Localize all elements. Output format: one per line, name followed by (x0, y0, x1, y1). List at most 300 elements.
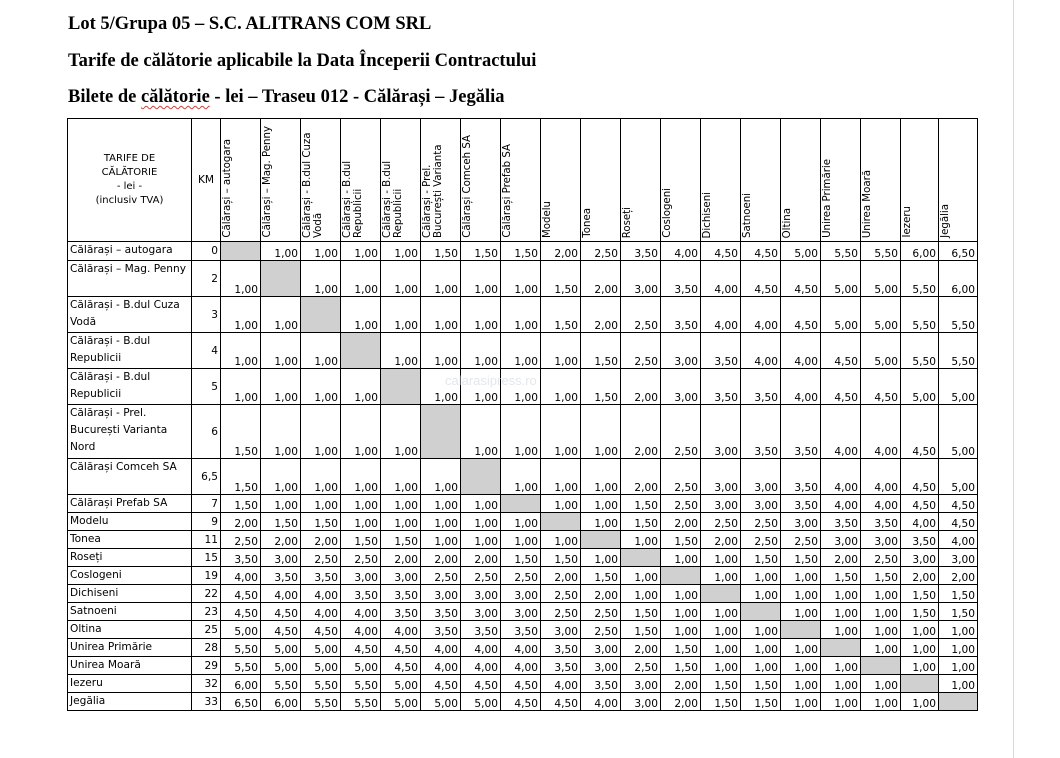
fare-cell: 1,00 (341, 513, 381, 531)
fare-cell: 1,00 (301, 459, 341, 495)
fare-cell: 5,00 (221, 621, 261, 639)
stop-name: Unirea Moară (68, 657, 192, 675)
fare-cell: 5,50 (261, 675, 301, 693)
column-header-label: Iezeru (902, 206, 913, 238)
fare-cell: 4,50 (701, 242, 741, 261)
fare-cell: 1,00 (461, 333, 501, 369)
column-header (821, 119, 861, 242)
table-row (68, 639, 978, 657)
fare-cell: 1,00 (581, 513, 621, 531)
fare-cell: 4,00 (341, 603, 381, 621)
fare-cell: 4,50 (781, 297, 821, 333)
fare-cell: 2,50 (581, 242, 621, 261)
stop-name: Satnoeni (68, 603, 192, 621)
fare-cell: 1,00 (541, 369, 581, 405)
fare-cell: 2,00 (621, 639, 661, 657)
same-stop-cell (861, 657, 901, 675)
fare-cell: 4,50 (541, 693, 581, 711)
fare-cell: 1,00 (261, 242, 301, 261)
fare-cell: 1,50 (501, 549, 541, 567)
fare-cell: 1,00 (461, 297, 501, 333)
fare-cell: 5,00 (341, 657, 381, 675)
fare-cell: 1,50 (661, 657, 701, 675)
fare-cell: 3,00 (581, 657, 621, 675)
column-header-label: Modelu (542, 200, 553, 238)
fare-cell: 1,50 (501, 242, 541, 261)
fare-cell: 3,00 (461, 585, 501, 603)
spellcheck-word[interactable]: călătorie (140, 87, 210, 107)
fare-cell: 1,50 (621, 495, 661, 513)
fare-cell: 2,50 (701, 513, 741, 531)
fare-cell: 2,00 (381, 549, 421, 567)
fare-cell: 4,50 (781, 261, 821, 297)
fare-cell: 2,00 (581, 261, 621, 297)
column-header-label: Jegălia (940, 204, 951, 238)
fare-cell: 1,50 (461, 242, 501, 261)
fare-cell: 1,00 (541, 405, 581, 459)
same-stop-cell (901, 675, 939, 693)
fare-cell: 1,00 (939, 621, 978, 639)
fare-cell: 4,50 (221, 585, 261, 603)
document-heading-route (68, 87, 505, 108)
stop-name: Tonea (68, 531, 192, 549)
fare-cell: 6,00 (939, 261, 978, 297)
same-stop-cell (461, 459, 501, 495)
fare-cell: 1,00 (501, 405, 541, 459)
corner-line: (inclusiv TVA) (95, 195, 164, 206)
fare-cell: 5,00 (261, 639, 301, 657)
fare-cell: 3,00 (621, 261, 661, 297)
stop-name: Călărași Prefab SA (68, 495, 192, 513)
stop-name: Dichiseni (68, 585, 192, 603)
fare-cell: 1,00 (939, 639, 978, 657)
fare-cell: 2,00 (541, 242, 581, 261)
km-value: 33 (192, 693, 221, 711)
fare-cell: 1,00 (341, 297, 381, 333)
fare-cell: 2,50 (861, 549, 901, 567)
fare-cell: 4,00 (741, 333, 781, 369)
fare-cell: 5,00 (939, 405, 978, 459)
fare-cell: 6,00 (261, 693, 301, 711)
fare-cell: 3,00 (421, 585, 461, 603)
fare-cell: 1,50 (701, 675, 741, 693)
column-header (421, 119, 461, 242)
fare-cell: 5,00 (901, 369, 939, 405)
km-value: 5 (192, 369, 221, 405)
same-stop-cell (741, 603, 781, 621)
fare-cell: 1,00 (581, 495, 621, 513)
fare-cell: 1,00 (621, 585, 661, 603)
column-header (581, 119, 621, 242)
fare-cell: 4,00 (581, 693, 621, 711)
fare-cell: 1,50 (341, 531, 381, 549)
fare-cell: 1,00 (861, 693, 901, 711)
fare-cell: 5,50 (221, 639, 261, 657)
fare-cell: 1,00 (701, 549, 741, 567)
document-heading-tariffs: Tarife de călătorie aplicabile la Data Începerii Contractului (68, 51, 537, 71)
fare-cell: 3,00 (501, 603, 541, 621)
fare-cell: 3,00 (661, 369, 701, 405)
table-row (68, 585, 978, 603)
fare-cell: 2,00 (901, 567, 939, 585)
fare-cell: 3,50 (381, 603, 421, 621)
column-header (701, 119, 741, 242)
fare-cell: 1,00 (421, 297, 461, 333)
fare-cell: 1,00 (221, 261, 261, 297)
corner-header (68, 119, 192, 242)
fare-cell: 1,00 (341, 495, 381, 513)
fare-cell: 1,00 (781, 603, 821, 621)
fare-cell: 4,00 (501, 639, 541, 657)
fare-cell: 3,00 (939, 549, 978, 567)
table-row (68, 333, 978, 369)
fare-cell: 5,00 (381, 693, 421, 711)
fare-cell: 1,00 (221, 369, 261, 405)
km-header: KM (192, 119, 221, 242)
fare-cell: 1,00 (501, 531, 541, 549)
column-header (781, 119, 821, 242)
header-row (68, 119, 978, 242)
fare-cell: 4,00 (421, 657, 461, 675)
fare-cell: 3,00 (701, 495, 741, 513)
fare-cell: 3,00 (901, 549, 939, 567)
fare-cell: 3,50 (501, 621, 541, 639)
fare-cell: 5,00 (301, 657, 341, 675)
fare-cell: 1,00 (341, 242, 381, 261)
fare-cell: 6,50 (221, 693, 261, 711)
fare-cell: 2,00 (581, 585, 621, 603)
column-header (901, 119, 939, 242)
stop-name: Călărași – autogara (68, 242, 192, 261)
fare-cell: 2,00 (621, 459, 661, 495)
fare-cell: 1,00 (261, 297, 301, 333)
fare-cell: 3,50 (781, 405, 821, 459)
fare-cell: 5,50 (901, 333, 939, 369)
fare-cell: 1,00 (861, 603, 901, 621)
fare-cell: 5,50 (341, 693, 381, 711)
column-header-label: Călărași – Mag. Penny (262, 126, 273, 238)
fare-cell: 1,00 (421, 333, 461, 369)
fare-cell: 1,00 (939, 657, 978, 675)
fare-cell: 2,00 (581, 297, 621, 333)
fare-cell: 1,00 (221, 297, 261, 333)
column-header (741, 119, 781, 242)
stop-name: Modelu (68, 513, 192, 531)
fare-cell: 2,50 (621, 657, 661, 675)
heading-part: Bilete de (68, 87, 141, 107)
fare-cell: 1,00 (821, 621, 861, 639)
fare-cell: 2,00 (661, 513, 701, 531)
fare-cell: 1,50 (221, 405, 261, 459)
fare-cell: 1,00 (541, 333, 581, 369)
fare-cell: 1,50 (781, 549, 821, 567)
fare-cell: 4,50 (261, 603, 301, 621)
column-header-label: Călărași Prefab SA (502, 144, 513, 238)
table-row (68, 405, 978, 459)
stop-name: Călărași - B.dul Republicii (68, 333, 192, 369)
fare-cell: 1,00 (781, 585, 821, 603)
page-edge (1013, 0, 1014, 758)
fare-cell: 2,00 (939, 567, 978, 585)
fare-cell: 2,00 (821, 549, 861, 567)
fare-cell: 3,00 (861, 531, 901, 549)
fare-cell: 1,00 (341, 459, 381, 495)
fare-table (67, 118, 978, 711)
fare-cell: 3,50 (541, 639, 581, 657)
column-header-label: Călărași - B.dul Republicii (382, 160, 404, 238)
fare-cell: 1,50 (741, 693, 781, 711)
heading-part: - lei – Traseu 012 - Călărași – Jegălia (209, 87, 505, 107)
table-row (68, 531, 978, 549)
fare-cell: 3,50 (581, 675, 621, 693)
same-stop-cell (541, 513, 581, 531)
fare-cell: 1,00 (301, 405, 341, 459)
table-row (68, 459, 978, 495)
fare-cell: 3,50 (261, 567, 301, 585)
fare-cell: 1,00 (861, 639, 901, 657)
fare-cell: 2,00 (261, 531, 301, 549)
fare-cell: 3,00 (261, 549, 301, 567)
fare-cell: 3,00 (621, 693, 661, 711)
table-row (68, 513, 978, 531)
fare-cell: 4,00 (461, 657, 501, 675)
fare-cell: 3,00 (341, 567, 381, 585)
fare-cell: 5,50 (821, 242, 861, 261)
fare-cell: 1,00 (781, 639, 821, 657)
fare-cell: 4,50 (901, 405, 939, 459)
fare-cell: 5,00 (301, 639, 341, 657)
table-row (68, 297, 978, 333)
fare-cell: 4,00 (781, 369, 821, 405)
fare-cell: 5,00 (939, 369, 978, 405)
fare-cell: 3,50 (421, 621, 461, 639)
fare-cell: 1,50 (661, 531, 701, 549)
fare-cell: 2,00 (221, 513, 261, 531)
fare-cell: 1,50 (901, 585, 939, 603)
fare-cell: 1,00 (421, 531, 461, 549)
fare-cell: 4,00 (901, 513, 939, 531)
same-stop-cell (221, 242, 261, 261)
stop-name: Iezeru (68, 675, 192, 693)
stop-name: Călărași - Prel. București Varianta Nord (68, 405, 192, 459)
fare-cell: 2,50 (621, 297, 661, 333)
fare-cell: 1,50 (221, 459, 261, 495)
same-stop-cell (421, 405, 461, 459)
same-stop-cell (661, 567, 701, 585)
fare-cell: 1,00 (381, 405, 421, 459)
fare-cell: 4,00 (381, 621, 421, 639)
document-heading-lot: Lot 5/Grupa 05 – S.C. ALITRANS COM SRL (68, 14, 432, 34)
fare-cell: 5,00 (821, 297, 861, 333)
fare-cell: 4,50 (301, 621, 341, 639)
column-header-label: Tonea (582, 208, 593, 238)
fare-cell: 1,00 (381, 261, 421, 297)
km-value: 25 (192, 621, 221, 639)
fare-cell: 5,50 (301, 675, 341, 693)
fare-cell: 4,00 (741, 297, 781, 333)
same-stop-cell (501, 495, 541, 513)
fare-cell: 3,00 (381, 567, 421, 585)
fare-cell: 3,50 (701, 369, 741, 405)
fare-cell: 1,00 (621, 567, 661, 585)
fare-cell: 1,00 (501, 297, 541, 333)
fare-cell: 1,00 (621, 531, 661, 549)
same-stop-cell (381, 369, 421, 405)
km-value: 4 (192, 333, 221, 369)
fare-cell: 1,00 (261, 405, 301, 459)
fare-cell: 2,50 (741, 531, 781, 549)
fare-cell: 5,00 (821, 261, 861, 297)
fare-cell: 4,00 (341, 621, 381, 639)
fare-cell: 1,00 (781, 693, 821, 711)
fare-cell: 3,00 (701, 459, 741, 495)
fare-cell: 1,50 (821, 567, 861, 585)
fare-cell: 1,00 (741, 567, 781, 585)
table-row (68, 621, 978, 639)
column-header-label: Dichiseni (702, 191, 713, 238)
fare-cell: 5,00 (421, 693, 461, 711)
column-header-label: Călărași - B.dul Cuza Vodă (302, 132, 324, 238)
fare-cell: 5,50 (301, 693, 341, 711)
fare-cell: 4,50 (901, 459, 939, 495)
fare-cell: 5,50 (861, 242, 901, 261)
fare-cell: 4,50 (381, 657, 421, 675)
fare-cell: 1,00 (301, 242, 341, 261)
fare-cell: 4,50 (501, 675, 541, 693)
fare-cell: 2,50 (621, 333, 661, 369)
column-header-label: Călărași - Prel. București Varianta (422, 144, 444, 238)
table-row (68, 495, 978, 513)
stop-name: Jegălia (68, 693, 192, 711)
fare-cell: 4,50 (461, 675, 501, 693)
fare-cell: 4,50 (741, 261, 781, 297)
fare-cell: 3,50 (781, 459, 821, 495)
fare-cell: 4,50 (221, 603, 261, 621)
fare-cell: 3,50 (421, 603, 461, 621)
fare-cell: 1,50 (261, 513, 301, 531)
fare-cell: 1,50 (661, 639, 701, 657)
stop-name: Roseți (68, 549, 192, 567)
fare-cell: 1,00 (781, 657, 821, 675)
fare-cell: 1,00 (821, 585, 861, 603)
km-value: 6,5 (192, 459, 221, 495)
column-header (661, 119, 701, 242)
fare-cell: 2,00 (301, 531, 341, 549)
fare-cell: 4,00 (261, 585, 301, 603)
fare-cell: 3,50 (701, 333, 741, 369)
fare-cell: 1,00 (301, 369, 341, 405)
fare-cell: 1,00 (661, 621, 701, 639)
fare-cell: 1,00 (701, 639, 741, 657)
fare-cell: 5,50 (939, 333, 978, 369)
fare-cell: 2,00 (421, 549, 461, 567)
fare-cell: 1,00 (701, 603, 741, 621)
fare-cell: 2,50 (541, 585, 581, 603)
fare-cell: 1,00 (421, 495, 461, 513)
column-header (301, 119, 341, 242)
fare-cell: 1,00 (701, 567, 741, 585)
fare-cell: 1,00 (541, 459, 581, 495)
fare-cell: 1,00 (661, 585, 701, 603)
fare-cell: 2,50 (341, 549, 381, 567)
table-row (68, 603, 978, 621)
fare-cell: 1,50 (621, 603, 661, 621)
fare-cell: 2,50 (501, 567, 541, 585)
fare-cell: 3,50 (661, 297, 701, 333)
fare-cell: 3,00 (581, 639, 621, 657)
corner-line: TARIFE DE (103, 153, 156, 164)
fare-cell: 1,50 (541, 297, 581, 333)
fare-cell: 3,00 (741, 459, 781, 495)
fare-cell: 1,50 (541, 549, 581, 567)
fare-cell: 3,50 (781, 495, 821, 513)
fare-cell: 5,00 (861, 297, 901, 333)
fare-cell: 4,50 (861, 369, 901, 405)
fare-cell: 3,00 (501, 585, 541, 603)
column-header-label: Roseți (622, 206, 633, 238)
fare-cell: 2,50 (581, 603, 621, 621)
km-value: 9 (192, 513, 221, 531)
fare-cell: 5,00 (939, 459, 978, 495)
fare-cell: 1,50 (421, 242, 461, 261)
fare-cell: 3,00 (541, 621, 581, 639)
column-header (541, 119, 581, 242)
fare-cell: 2,00 (461, 549, 501, 567)
fare-cell: 1,00 (741, 639, 781, 657)
fare-cell: 1,00 (261, 369, 301, 405)
fare-cell: 1,00 (701, 621, 741, 639)
stop-name: Călărași – Mag. Penny (68, 261, 192, 297)
km-value: 22 (192, 585, 221, 603)
fare-cell: 1,00 (381, 513, 421, 531)
column-header (621, 119, 661, 242)
fare-cell: 1,50 (221, 495, 261, 513)
fare-cell: 1,00 (939, 675, 978, 693)
column-header-label: Unirea Primărie (822, 159, 833, 238)
fare-cell: 3,50 (341, 585, 381, 603)
fare-cell: 1,00 (461, 531, 501, 549)
fare-cell: 2,50 (541, 603, 581, 621)
fare-cell: 5,00 (861, 333, 901, 369)
fare-cell: 1,00 (541, 495, 581, 513)
fare-cell: 2,50 (661, 459, 701, 495)
fare-cell: 3,50 (381, 585, 421, 603)
same-stop-cell (821, 639, 861, 657)
column-header-label: Călărași Comceh SA (462, 135, 473, 238)
fare-cell: 3,50 (901, 531, 939, 549)
fare-cell: 1,00 (461, 261, 501, 297)
fare-cell: 1,00 (741, 585, 781, 603)
same-stop-cell (581, 531, 621, 549)
fare-cell: 1,50 (939, 603, 978, 621)
fare-cell: 1,00 (341, 405, 381, 459)
fare-cell: 4,00 (301, 585, 341, 603)
fare-cell: 1,50 (621, 621, 661, 639)
fare-cell: 4,00 (221, 567, 261, 585)
fare-cell: 5,00 (461, 693, 501, 711)
fare-cell: 4,50 (939, 495, 978, 513)
fare-cell: 4,00 (501, 657, 541, 675)
fare-cell: 2,50 (581, 621, 621, 639)
column-header (461, 119, 501, 242)
fare-cell: 4,00 (861, 459, 901, 495)
column-header (501, 119, 541, 242)
fare-cell: 5,50 (901, 297, 939, 333)
fare-cell: 4,00 (861, 405, 901, 459)
fare-cell: 4,50 (901, 495, 939, 513)
km-value: 11 (192, 531, 221, 549)
fare-cell: 4,00 (939, 531, 978, 549)
